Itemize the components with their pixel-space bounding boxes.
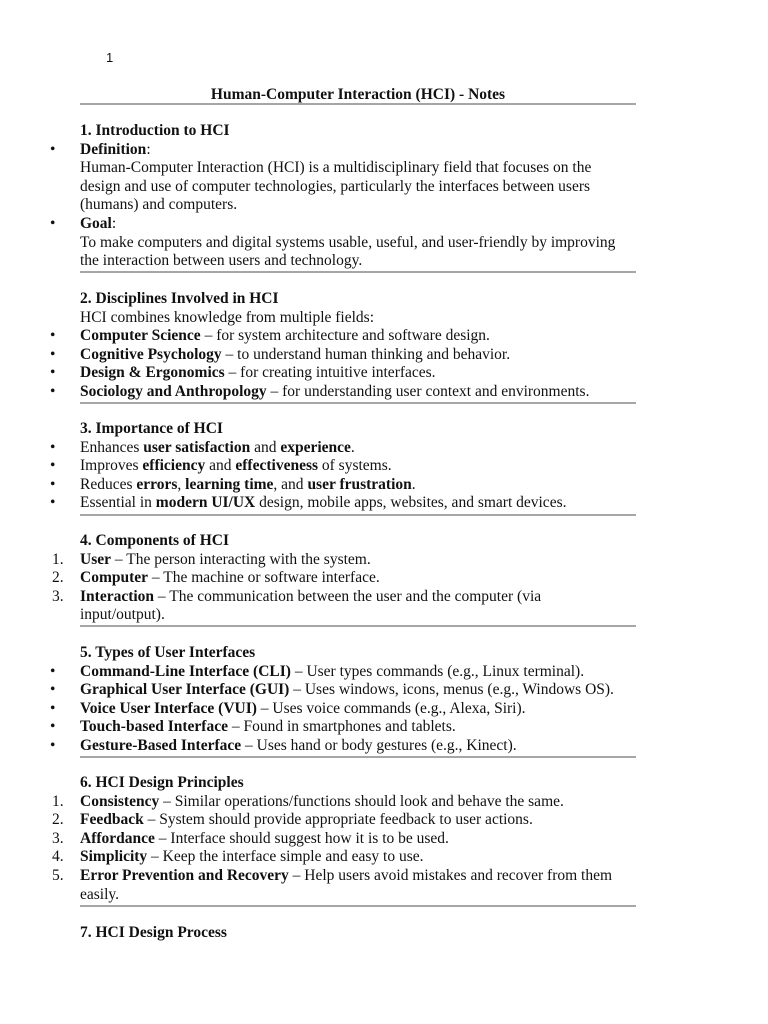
numbered-item: 1. Consistency – Similar operations/functions should look and behave the same. bbox=[52, 792, 564, 810]
list-item-definition: • Definition: Human-Computer Interaction (HCI) is a multidisciplinary field that focuses on the design and use of computer technologies, particularly the interfaces between users (humans) and computers. bbox=[80, 141, 720, 215]
item-text: the interaction between users and technology. bbox=[80, 252, 363, 270]
list-item: • Sociology and Anthropology – for understanding user context and environments. bbox=[50, 382, 590, 400]
bullet-marker: • bbox=[50, 140, 56, 158]
bullet-marker: • bbox=[50, 438, 56, 456]
section-rule bbox=[80, 905, 636, 907]
item-number: 4. bbox=[52, 848, 64, 866]
item-term: Goal bbox=[80, 214, 112, 232]
list-item: • Design & Ergonomics – for creating intuitive interfaces. bbox=[50, 364, 436, 382]
list-item: • Gesture-Based Interface – Uses hand or body gestures (e.g., Kinect). bbox=[50, 736, 517, 754]
numbered-item: 1. User – The person interacting with the system. bbox=[52, 550, 371, 568]
numbered-item: 3. Affordance – Interface should suggest how it is to be used. bbox=[52, 829, 449, 847]
bullet-marker: • bbox=[50, 364, 56, 382]
section-disciplines bbox=[50, 290, 720, 402]
section-heading: 6. HCI Design Principles bbox=[80, 774, 244, 791]
section-rule bbox=[80, 402, 636, 404]
section-heading: 3. Importance of HCI bbox=[80, 420, 223, 437]
list-item: • Command-Line Interface (CLI) – User types commands (e.g., Linux terminal). bbox=[50, 662, 585, 680]
section-importance bbox=[50, 420, 720, 513]
item-number: 3. bbox=[52, 829, 64, 847]
section-heading: 5. Types of User Interfaces bbox=[80, 644, 256, 661]
section-design-principles bbox=[52, 774, 720, 904]
item-text: design and use of computer technologies, particularly the interfaces between users bbox=[80, 177, 591, 195]
list-item: • Graphical User Interface (GUI) – Uses windows, icons, menus (e.g., Windows OS). bbox=[50, 681, 614, 699]
bullet-marker: • bbox=[50, 718, 56, 736]
list-item: • Cognitive Psychology – to understand human thinking and behavior. bbox=[50, 345, 511, 363]
numbered-item: 2. Computer – The machine or software interface. bbox=[52, 569, 380, 587]
item-number: 2. bbox=[52, 811, 64, 829]
item-number: 1. bbox=[52, 792, 64, 810]
list-item: • Reduces errors, learning time, and user frustration. bbox=[50, 475, 416, 493]
numbered-item: 5. Error Prevention and Recovery – Help users avoid mistakes and recover from them easily. bbox=[52, 866, 613, 903]
item-text: Human-Computer Interaction (HCI) is a multidisciplinary field that focuses on the bbox=[80, 159, 592, 177]
bullet-marker: • bbox=[50, 327, 56, 345]
section-components bbox=[52, 532, 720, 625]
bullet-marker: • bbox=[50, 457, 56, 475]
item-number: 2. bbox=[52, 569, 64, 587]
section-heading: 1. Introduction to HCI bbox=[80, 122, 230, 139]
item-number: 1. bbox=[52, 550, 64, 568]
section-intro: HCI combines knowledge from multiple fields: bbox=[80, 308, 375, 326]
list-item: • Essential in modern UI/UX design, mobile apps, websites, and smart devices. bbox=[50, 494, 567, 512]
bullet-marker: • bbox=[50, 345, 56, 363]
section-heading: 7. HCI Design Process bbox=[80, 924, 227, 941]
section-rule bbox=[80, 625, 636, 627]
section-rule bbox=[80, 514, 636, 516]
bullet-marker: • bbox=[50, 494, 56, 512]
item-number: 5. bbox=[52, 866, 64, 884]
bullet-marker: • bbox=[50, 699, 56, 717]
bullet-marker: • bbox=[50, 736, 56, 754]
bullet-marker: • bbox=[50, 382, 56, 400]
list-item: • Voice User Interface (VUI) – Uses voice commands (e.g., Alexa, Siri). bbox=[50, 699, 526, 717]
bullet-marker: • bbox=[50, 681, 56, 699]
page-number: 1 bbox=[106, 50, 114, 65]
section-heading: 4. Components of HCI bbox=[80, 532, 229, 549]
item-text: (humans) and computers. bbox=[80, 196, 238, 214]
item-number: 3. bbox=[52, 587, 64, 605]
bullet-marker: • bbox=[50, 475, 56, 493]
section-rule bbox=[80, 756, 636, 758]
item-term: Definition bbox=[80, 140, 147, 158]
list-item: • Touch-based Interface – Found in smartphones and tablets. bbox=[50, 718, 456, 736]
numbered-item: 4. Simplicity – Keep the interface simple and easy to use. bbox=[52, 848, 424, 866]
document-title: Human-Computer Interaction (HCI) - Notes bbox=[210, 86, 506, 103]
section-design-process bbox=[80, 924, 720, 943]
numbered-item: 3. Interaction – The communication between the user and the computer (via input/output). bbox=[52, 587, 542, 624]
list-item: • Enhances user satisfaction and experience. bbox=[50, 438, 355, 456]
section-rule bbox=[80, 271, 636, 273]
item-text: To make computers and digital systems usable, useful, and user-friendly by improving bbox=[80, 233, 616, 251]
numbered-item: 2. Feedback – System should provide appropriate feedback to user actions. bbox=[52, 811, 533, 829]
section-heading: 2. Disciplines Involved in HCI bbox=[80, 290, 279, 307]
list-item: • Improves efficiency and effectiveness of systems. bbox=[50, 457, 392, 475]
bullet-marker: • bbox=[50, 662, 56, 680]
title-rule bbox=[80, 103, 636, 105]
list-item-goal: • Goal: To make computers and digital systems usable, useful, and user-friendly by improving the interaction between users and technology. bbox=[80, 215, 720, 271]
section-interface-types bbox=[50, 644, 720, 756]
section-introduction bbox=[50, 122, 720, 271]
list-item: • Computer Science – for system architecture and software design. bbox=[50, 327, 490, 345]
bullet-marker: • bbox=[50, 214, 56, 232]
